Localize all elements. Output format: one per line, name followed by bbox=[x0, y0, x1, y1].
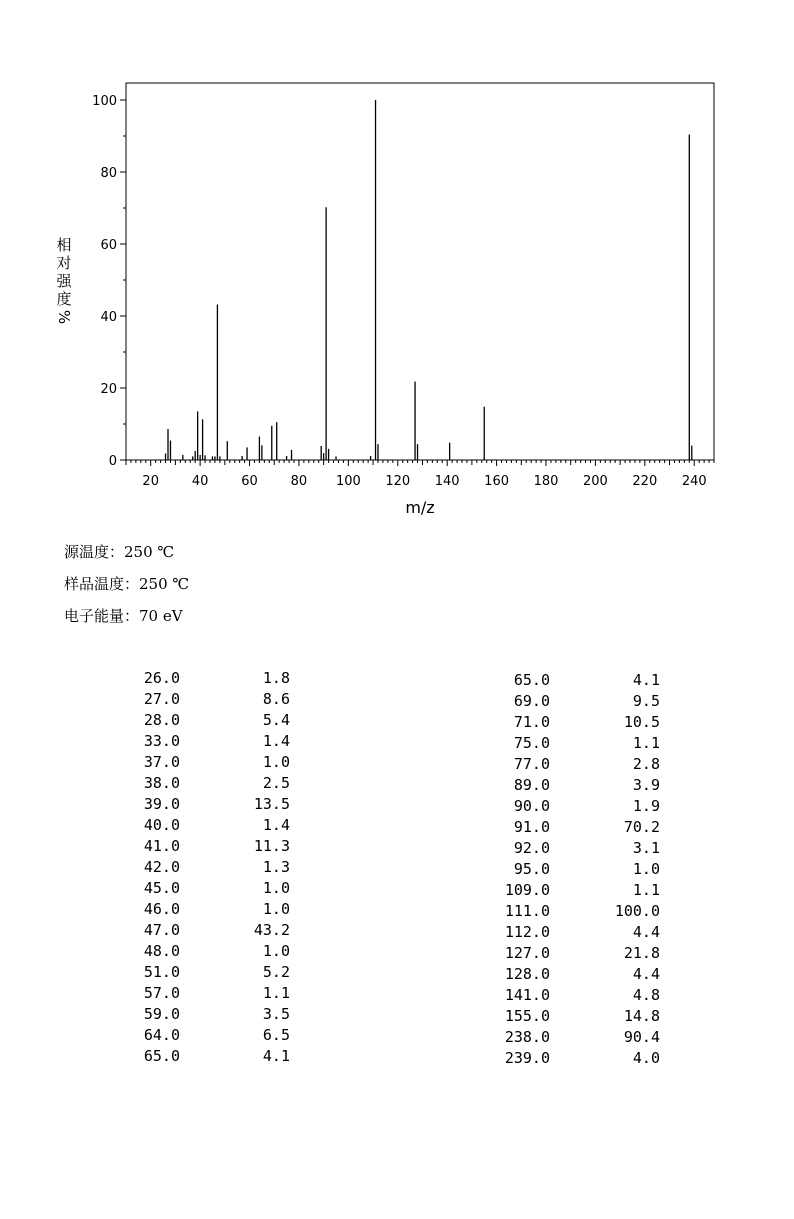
plot-frame bbox=[126, 83, 714, 460]
mz-value: 77.0 bbox=[513, 755, 550, 773]
peak-row bbox=[130, 963, 290, 984]
peak-row bbox=[500, 1007, 660, 1028]
mz-value: 128.0 bbox=[504, 965, 550, 983]
intensity-value: 43.2 bbox=[253, 921, 290, 939]
mz-value: 59.0 bbox=[143, 1005, 180, 1023]
mz-value: 109.0 bbox=[504, 881, 550, 899]
mz-value: 111.0 bbox=[504, 902, 550, 920]
mz-value: 65.0 bbox=[143, 1047, 180, 1065]
intensity-value: 1.0 bbox=[262, 879, 290, 897]
intensity-value: 5.2 bbox=[262, 963, 290, 981]
mz-value: 238.0 bbox=[504, 1028, 550, 1046]
mz-value: 41.0 bbox=[143, 837, 180, 855]
intensity-value: 1.0 bbox=[262, 900, 290, 918]
y-tick-label: 60 bbox=[100, 238, 117, 253]
mz-value: 33.0 bbox=[143, 732, 180, 750]
peak-row bbox=[130, 900, 290, 921]
intensity-value: 3.5 bbox=[262, 1005, 290, 1023]
peak-row bbox=[500, 839, 660, 860]
y-tick-label: 80 bbox=[100, 166, 117, 181]
peak-row bbox=[130, 816, 290, 837]
condition-label: 电子能量： bbox=[64, 607, 140, 625]
mz-value: 65.0 bbox=[513, 671, 550, 689]
mz-value: 91.0 bbox=[513, 818, 550, 836]
intensity-value: 2.8 bbox=[632, 755, 660, 773]
intensity-value: 4.0 bbox=[632, 1049, 660, 1067]
peak-row bbox=[130, 1005, 290, 1026]
peak-row bbox=[130, 1047, 290, 1068]
intensity-value: 1.1 bbox=[632, 734, 660, 752]
condition-value: 70 eV bbox=[139, 607, 183, 625]
condition-value: 250 ℃ bbox=[124, 543, 175, 561]
mz-value: 38.0 bbox=[143, 774, 180, 792]
intensity-value: 4.8 bbox=[632, 986, 660, 1004]
mz-value: 141.0 bbox=[504, 986, 550, 1004]
intensity-value: 1.0 bbox=[262, 753, 290, 771]
peak-row bbox=[130, 774, 290, 795]
peak-row bbox=[130, 879, 290, 900]
mz-value: 26.0 bbox=[143, 669, 180, 687]
y-tick-label: 40 bbox=[100, 310, 117, 325]
peak-row bbox=[130, 711, 290, 732]
x-tick-label: 160 bbox=[484, 474, 510, 489]
mz-value: 64.0 bbox=[143, 1026, 180, 1044]
x-tick-label: 180 bbox=[533, 474, 559, 489]
peak-row bbox=[500, 797, 660, 818]
peak-row bbox=[500, 986, 660, 1007]
mz-value: 95.0 bbox=[513, 860, 550, 878]
peak-row bbox=[500, 965, 660, 986]
intensity-value: 1.9 bbox=[632, 797, 660, 815]
intensity-value: 8.6 bbox=[262, 690, 290, 708]
intensity-value: 4.1 bbox=[262, 1047, 290, 1065]
peak-row bbox=[500, 1028, 660, 1049]
mz-value: 155.0 bbox=[504, 1007, 550, 1025]
intensity-value: 3.1 bbox=[632, 839, 660, 857]
intensity-value: 100.0 bbox=[614, 902, 660, 920]
mz-value: 42.0 bbox=[143, 858, 180, 876]
intensity-value: 11.3 bbox=[253, 837, 290, 855]
mz-value: 39.0 bbox=[143, 795, 180, 813]
intensity-value: 1.1 bbox=[632, 881, 660, 899]
mz-value: 112.0 bbox=[504, 923, 550, 941]
y-axis-label bbox=[55, 236, 73, 324]
peak-row bbox=[130, 753, 290, 774]
peak-row bbox=[130, 942, 290, 963]
mz-value: 27.0 bbox=[143, 690, 180, 708]
condition-line bbox=[64, 541, 174, 562]
x-tick-label: 100 bbox=[335, 474, 361, 489]
peak-row bbox=[500, 713, 660, 734]
peak-row bbox=[130, 984, 290, 1005]
mass-spectrum-chart bbox=[0, 0, 794, 530]
peak-row bbox=[500, 755, 660, 776]
condition-value: 250 ℃ bbox=[139, 575, 190, 593]
intensity-value: 1.3 bbox=[262, 858, 290, 876]
mz-value: 239.0 bbox=[504, 1049, 550, 1067]
intensity-value: 6.5 bbox=[262, 1026, 290, 1044]
mz-value: 45.0 bbox=[143, 879, 180, 897]
intensity-value: 13.5 bbox=[253, 795, 290, 813]
y-label-char: 相 bbox=[56, 236, 72, 254]
peak-table-right bbox=[500, 671, 660, 1070]
condition-line bbox=[64, 605, 183, 626]
peak-row bbox=[500, 881, 660, 902]
x-tick-label: 120 bbox=[385, 474, 411, 489]
intensity-value: 70.2 bbox=[623, 818, 660, 836]
intensity-value: 10.5 bbox=[623, 713, 660, 731]
x-tick-label: 200 bbox=[582, 474, 608, 489]
mz-value: 47.0 bbox=[143, 921, 180, 939]
x-tick-label: 40 bbox=[191, 474, 209, 489]
spectrum-peaks bbox=[166, 100, 692, 460]
x-axis-label: m/z bbox=[405, 498, 435, 517]
mz-value: 75.0 bbox=[513, 734, 550, 752]
peak-row bbox=[130, 921, 290, 942]
peak-row bbox=[500, 923, 660, 944]
intensity-value: 1.8 bbox=[262, 669, 290, 687]
mz-value: 48.0 bbox=[143, 942, 180, 960]
intensity-value: 5.4 bbox=[262, 711, 290, 729]
intensity-value: 4.4 bbox=[632, 923, 660, 941]
y-tick-label: 0 bbox=[108, 454, 117, 469]
intensity-value: 1.0 bbox=[262, 942, 290, 960]
peak-row bbox=[130, 795, 290, 816]
peak-row bbox=[130, 858, 290, 879]
intensity-value: 14.8 bbox=[623, 1007, 660, 1025]
peak-row bbox=[130, 1026, 290, 1047]
peak-row bbox=[500, 734, 660, 755]
intensity-value: 3.9 bbox=[632, 776, 660, 794]
intensity-value: 4.1 bbox=[632, 671, 660, 689]
x-tick-label: 80 bbox=[290, 474, 308, 489]
x-tick-label: 140 bbox=[434, 474, 460, 489]
peak-row bbox=[500, 776, 660, 797]
mz-value: 57.0 bbox=[143, 984, 180, 1002]
peak-row bbox=[500, 692, 660, 713]
mz-value: 90.0 bbox=[513, 797, 550, 815]
peak-row bbox=[130, 837, 290, 858]
intensity-value: 1.1 bbox=[262, 984, 290, 1002]
condition-label: 样品温度： bbox=[64, 575, 140, 593]
mz-value: 51.0 bbox=[143, 963, 180, 981]
y-tick-label: 100 bbox=[92, 94, 117, 109]
peak-table-left bbox=[130, 669, 290, 1068]
condition-label: 源温度： bbox=[64, 543, 125, 561]
intensity-value: 2.5 bbox=[262, 774, 290, 792]
x-tick-label: 220 bbox=[632, 474, 658, 489]
peak-row bbox=[130, 669, 290, 690]
mz-value: 127.0 bbox=[504, 944, 550, 962]
intensity-value: 9.5 bbox=[632, 692, 660, 710]
x-tick-label: 240 bbox=[681, 474, 707, 489]
intensity-value: 1.4 bbox=[262, 732, 290, 750]
y-label-char: 强 bbox=[56, 272, 72, 290]
mz-value: 37.0 bbox=[143, 753, 180, 771]
intensity-value: 90.4 bbox=[623, 1028, 660, 1046]
x-tick-label: 20 bbox=[142, 474, 159, 489]
y-label-char: 对 bbox=[56, 254, 72, 272]
intensity-value: 1.4 bbox=[262, 816, 290, 834]
condition-line bbox=[64, 573, 189, 594]
y-label-char: % bbox=[55, 309, 73, 325]
mz-value: 92.0 bbox=[513, 839, 550, 857]
mz-value: 71.0 bbox=[513, 713, 550, 731]
peak-row bbox=[500, 944, 660, 965]
intensity-value: 21.8 bbox=[623, 944, 660, 962]
peak-row bbox=[500, 860, 660, 881]
y-tick-label: 20 bbox=[100, 382, 117, 397]
peak-row bbox=[130, 732, 290, 753]
x-tick-label: 60 bbox=[241, 474, 258, 489]
peak-row bbox=[500, 1049, 660, 1070]
x-axis-ticks bbox=[126, 460, 714, 489]
mz-value: 69.0 bbox=[513, 692, 550, 710]
y-label-char: 度 bbox=[56, 290, 72, 308]
peak-row bbox=[130, 690, 290, 711]
peak-row bbox=[500, 671, 660, 692]
intensity-value: 1.0 bbox=[632, 860, 660, 878]
mz-value: 28.0 bbox=[143, 711, 180, 729]
peak-row bbox=[500, 818, 660, 839]
mz-value: 89.0 bbox=[513, 776, 550, 794]
peak-row bbox=[500, 902, 660, 923]
mz-value: 40.0 bbox=[143, 816, 180, 834]
mz-value: 46.0 bbox=[143, 900, 180, 918]
y-axis-ticks bbox=[92, 94, 126, 469]
intensity-value: 4.4 bbox=[632, 965, 660, 983]
